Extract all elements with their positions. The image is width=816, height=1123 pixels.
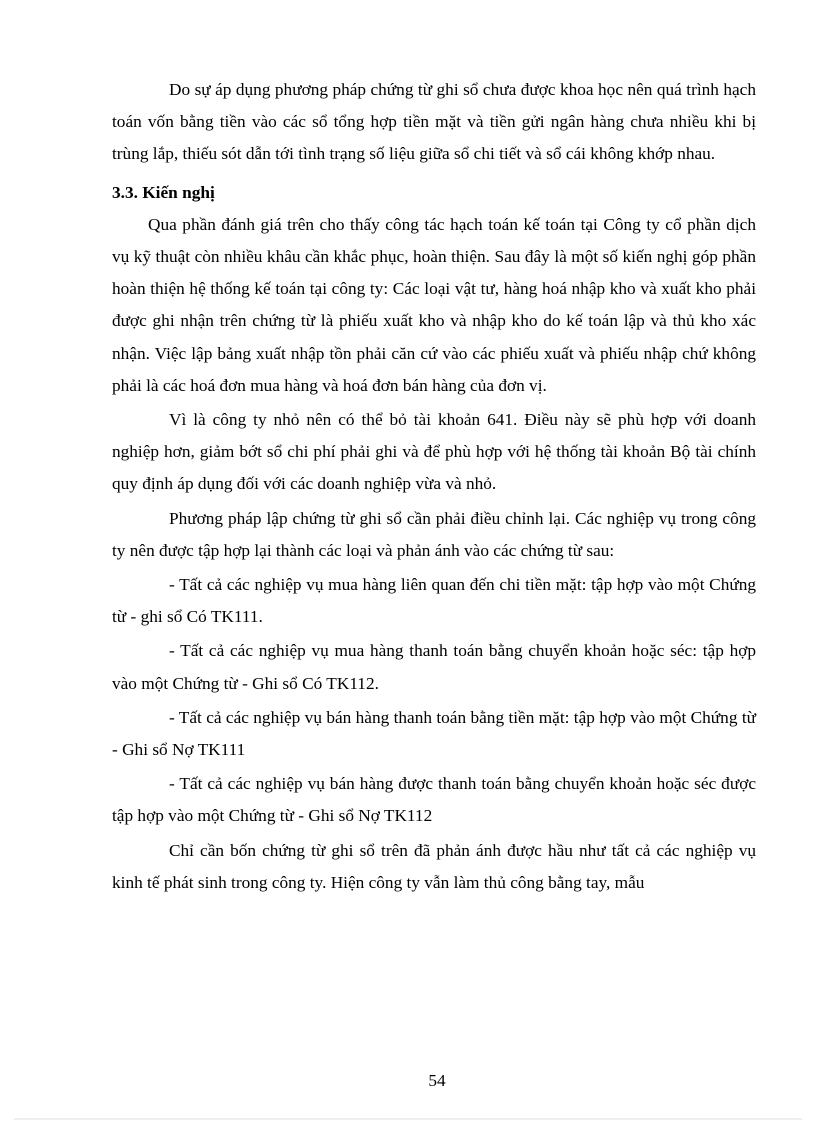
document-page [112,74,756,899]
paragraph-recommendations: Qua phần đánh giá trên cho thấy công tác hạch toán kế toán tại Công ty cổ phần dịch vụ kỹ thuật còn nhiều khâu cần khắc phục, hoàn thiện. Sau đây là một số kiến nghị góp phần hoàn thiện hệ thống kế toán tại công ty: Các loại vật tư, hàng hoá nhập kho và xuất kho phải được ghi nhận trên chứng từ là phiếu xuất kho và nhập kho do kế toán lập và thủ kho xác nhận. Việc lập bảng xuất nhập tồn phải căn cứ vào các phiếu xuất và phiếu nhập chứ không phải là các hoá đơn mua hàng và hoá đơn bán hàng của đơn vị. [112,214,756,395]
list-item-cash-sales: - Tất cả các nghiệp vụ bán hàng thanh toán bằng tiền mặt: tập hợp vào một Chứng từ - Ghi sổ Nợ TK111 [112,707,756,760]
paragraph-voucher-method: Phương pháp lập chứng từ ghi sổ cần phải điều chỉnh lại. Các nghiệp vụ trong công ty nên được tập hợp lại thành các loại và phản ánh vào các chứng từ sau: [112,508,756,560]
list-item-transfer-purchase: - Tất cả các nghiệp vụ mua hàng thanh toán bằng chuyển khoản hoặc séc: tập hợp vào một Chứng từ - Ghi sổ Có TK112. [112,641,756,693]
paragraph-account-641: Vì là công ty nhỏ nên có thể bỏ tài khoản 641. Điều này sẽ phù hợp với doanh nghiệp hơn, giảm bớt sổ chi phí phải ghi và để phù hợp với hệ thống tài khoản Bộ tài chính quy định áp dụng đối với các doanh nghiệp vừa và nhỏ. [112,410,756,494]
page-number: 54 [428,1071,446,1090]
list-item-transfer-sales: - Tất cả các nghiệp vụ bán hàng được thanh toán bằng chuyển khoản hoặc séc được tập hợp vào một Chứng từ - Ghi sổ Nợ TK112 [112,774,756,826]
paragraph-conclusion: Chỉ cần bốn chứng từ ghi sổ trên đã phản ánh được hầu như tất cả các nghiệp vụ kinh tế phát sinh trong công ty. Hiện công ty vẫn làm thủ công bằng tay, mẫu [112,840,756,892]
section-heading: 3.3. Kiến nghị [112,182,215,202]
bottom-divider [14,1118,802,1120]
list-item-cash-purchase: - Tất cả các nghiệp vụ mua hàng liên quan đến chi tiền mặt: tập hợp vào một Chứng từ - ghi sổ Có TK111. [112,575,756,627]
paragraph-accounting-issue: Do sự áp dụng phương pháp chứng từ ghi sổ chưa được khoa học nên quá trình hạch toán vốn bằng tiền vào các sổ tổng hợp tiền mặt và tiền gửi ngân hàng chưa nhiều khi bị trùng lắp, thiếu sót dẫn tới tình trạng số liệu giữa sổ chi tiết và sổ cái không khớp nhau. [112,80,756,164]
